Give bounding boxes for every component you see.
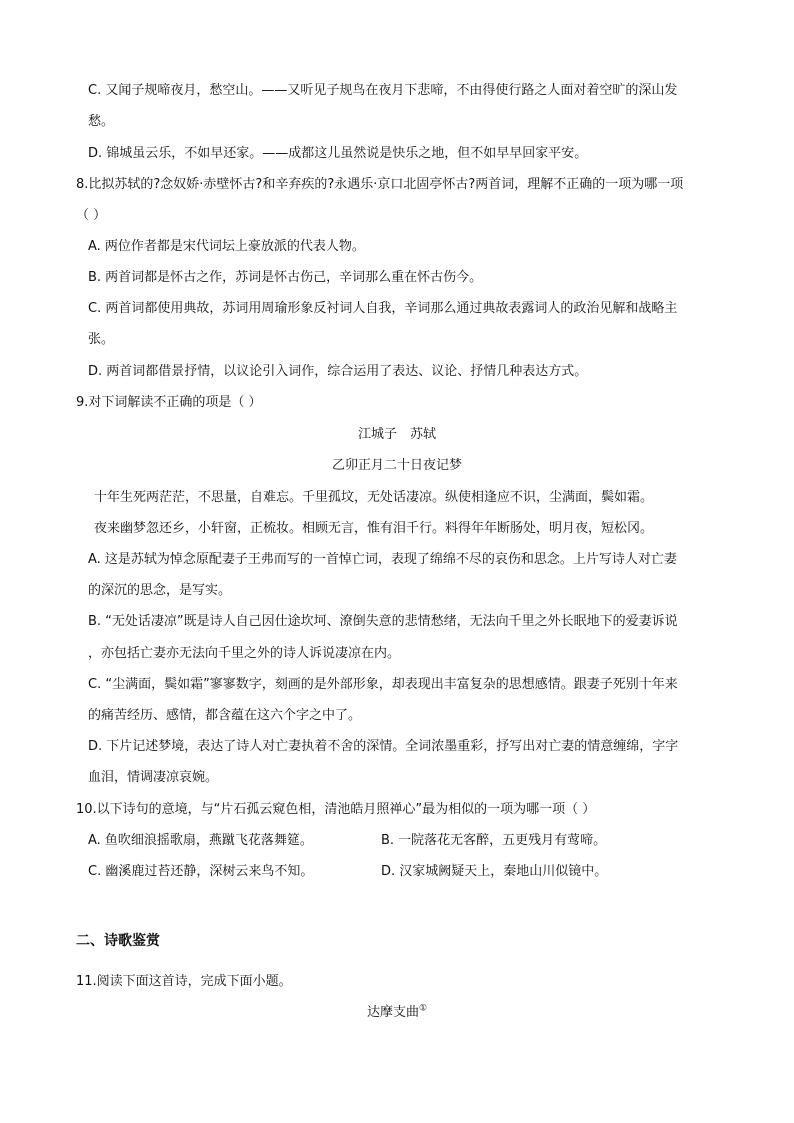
q9-stem: 9.对下词解读不正确的项是（ ） — [76, 395, 262, 410]
q10-option-c: C. 幽溪鹿过苔还静，深树云来鸟不知。 — [88, 864, 314, 879]
q8-option-c-line2: 张。 — [88, 332, 115, 347]
q10-stem: 10.以下诗句的意境，与“片石孤云窥色相，清池皓月照禅心”最为相似的一项为哪一项（ ） — [76, 802, 596, 817]
q9-poem-line1: 十年生死两茫茫，不思量，自难忘。千里孤坟，无处话凄凉。纵使相逢应不识，尘满面，鬓如霜。 — [94, 490, 654, 505]
q10-option-b: B. 一院落花无客醉，五更残月有莺啼。 — [381, 833, 607, 848]
q9-option-a-line1: A. 这是苏轼为悼念原配妻子王弗而写的一首悼亡词，表现了绵绵不尽的哀伤和思念。上片写诗人对亡妻 — [88, 552, 677, 567]
q7-option-d: D. 锦城虽云乐，不如早还家。——成都这儿虽然说是快乐之地，但不如早早回家平安。 — [88, 146, 588, 161]
q8-option-a: A. 两位作者都是宋代词坛上豪放派的代表人物。 — [88, 239, 365, 254]
q7-option-c-line1: C. 又闻子规啼夜月，愁空山。——又听见子规鸟在夜月下悲啼，不由得使行路之人面对着空旷的深山发 — [88, 83, 678, 98]
q10-option-d: D. 汉家城阙疑天上，秦地山川似镜中。 — [381, 864, 608, 879]
q8-stem-line2: （ ） — [76, 208, 107, 223]
q9-poem-title: 江城子 苏轼 — [357, 427, 436, 442]
section-heading: 二、诗歌鉴赏 — [76, 933, 160, 949]
footnote-mark: ① — [418, 1003, 428, 1014]
q8-option-d: D. 两首词都借景抒情，以议论引入词作，综合运用了表达、议论、抒情几种表达方式。 — [88, 364, 588, 379]
q9-option-c-line2: 的痛苦经历、感情，都含蕴在这六个字之中了。 — [88, 708, 362, 723]
q9-option-d-line1: D. 下片记述梦境，表达了诗人对亡妻执着不舍的深情。全词浓墨重彩，抒写出对亡妻的情意缠绵，字字 — [88, 739, 679, 754]
q9-option-d-line2: 血泪，情调凄凉哀婉。 — [88, 770, 219, 785]
q11-stem: 11.阅读下面这首诗，完成下面小题。 — [76, 974, 292, 989]
q9-poem-line2: 夜来幽梦忽还乡，小轩窗，正梳妆。相顾无言，惟有泪千行。料得年年断肠处，明月夜，短松冈。 — [94, 521, 654, 536]
q9-option-b-line1: B. “无处话凄凉”既是诗人自己因仕途坎坷、潦倒失意的悲情愁绪，无法向千里之外长眠地下的爱妻诉说 — [88, 614, 678, 629]
q8-option-b: B. 两首词都是怀古之作，苏词是怀古伤己，辛词那么重在怀古伤今。 — [88, 270, 483, 285]
q11-poem-title-wrap — [0, 1004, 794, 1022]
q8-option-c-line1: C. 两首词都使用典故，苏词用周瑜形象反衬词人自我，辛词那么通过典故表露词人的政治见解和战略主 — [88, 301, 678, 316]
q9-option-c-line1: C. “尘满面，鬓如霜”寥寥数字，刻画的是外部形象，却表现出丰富复杂的思想感情。跟妻子死别十年来 — [88, 677, 678, 692]
q9-poem-subtitle: 乙卯正月二十日夜记梦 — [331, 458, 462, 473]
q10-option-a: A. 鱼吹细浪摇歌扇，燕蹴飞花落舞筵。 — [88, 833, 313, 848]
q11-poem-title: 达摩支曲 — [366, 1005, 419, 1020]
q9-option-a-line2: 的深沉的思念，是写实。 — [88, 583, 232, 598]
q9-option-b-line2: ，亦包括亡妻亦无法向千里之外的诗人诉说凄凉在内。 — [88, 646, 401, 661]
q8-stem-line1: 8.比拟苏轼的?念奴娇·赤壁怀古?和辛弃疾的?永遇乐·京口北固亭怀古?两首词，理解不正确的一项为哪一项 — [76, 177, 684, 192]
q7-option-c-line2: 愁。 — [88, 114, 115, 129]
